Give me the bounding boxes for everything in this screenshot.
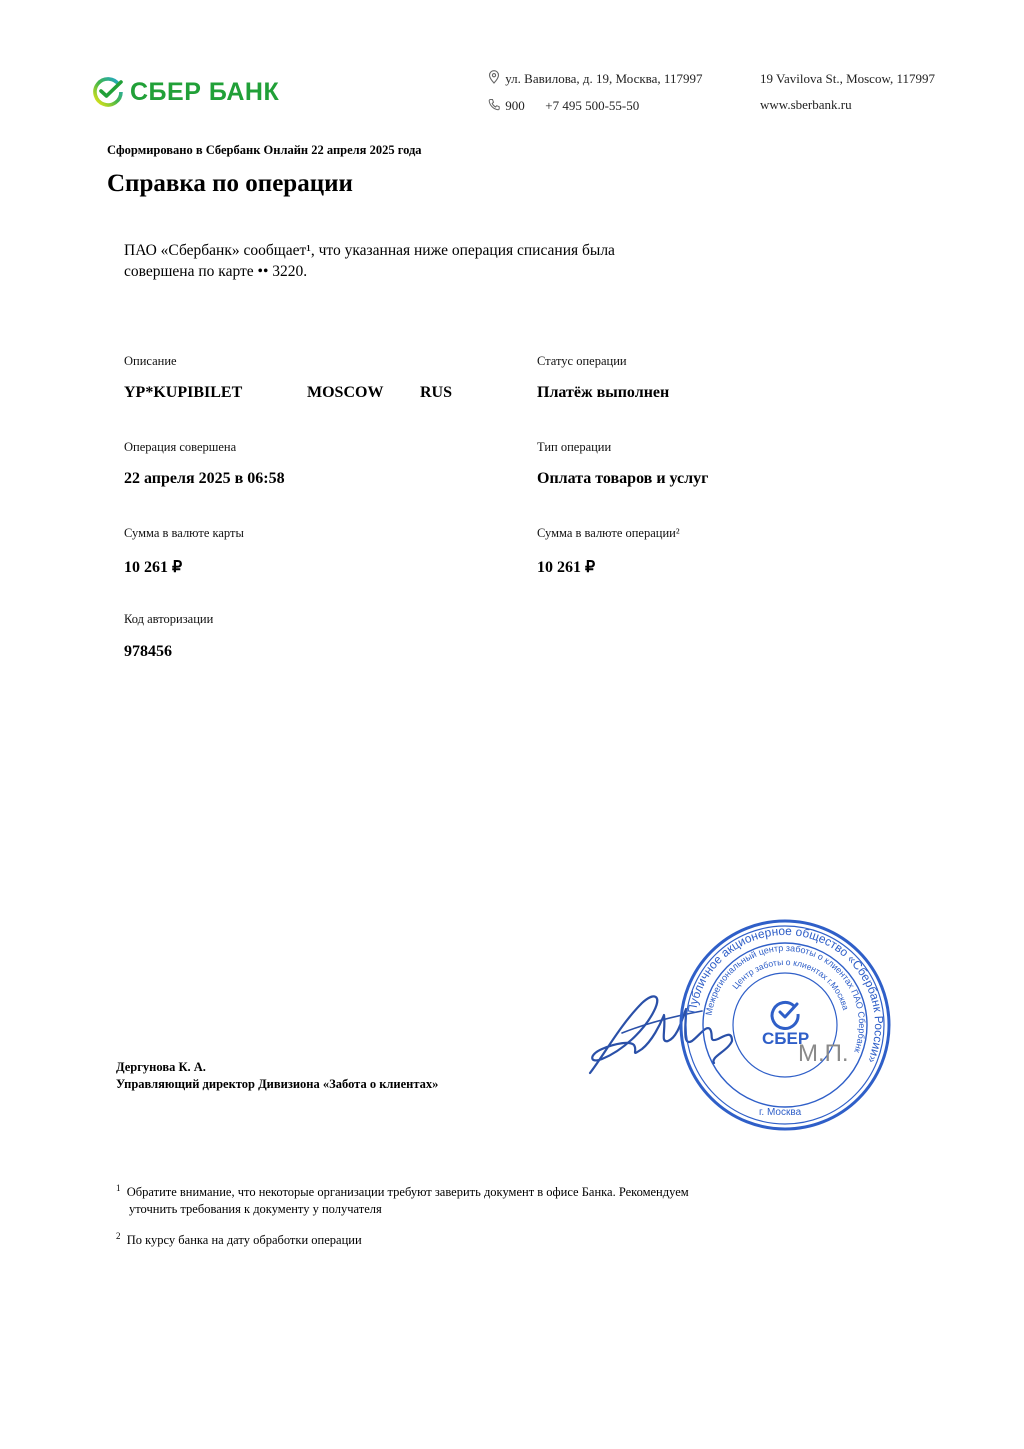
intro-text [124,240,744,282]
stamp-inner-text: Межрегиональный центр заботы о клиентах ПАО Сбербанк [703,942,868,1055]
website-link[interactable]: www.sberbank.ru [760,97,852,112]
sber-logo [92,74,292,110]
footnote-1 [116,1180,689,1218]
stamp-brand: СБЕР [762,1029,810,1048]
signer-position: Управляющий директор Дивизиона «Забота о клиентах» [116,1077,439,1091]
footnote-2-mark: 2 [116,1231,121,1241]
op-amount-label: Сумма в валюте операции² [537,526,680,540]
generated-note: Сформировано в Сбербанк Онлайн 22 апреля 2025 года [107,143,422,157]
contact-block-en [760,66,935,118]
footnote-2-text: По курсу банка на дату обработки операции [126,1233,362,1248]
stamp-outer-text: Публичное акционерное общество «Сбербанк России» [684,923,887,1066]
logo-text: СБЕР БАНК [130,77,280,106]
phone-long: +7 495 500-55-50 [545,98,640,114]
footnote-1-line-1: Обратите внимание, что некоторые организации требуют заверить документ в офисе Банка. Рекомендуем [126,1185,689,1200]
type-label: Тип операции [537,440,612,454]
location-pin-icon [488,67,502,93]
phone-icon [488,94,502,120]
description-value-merchant: YP*KUPIBILET [124,384,243,401]
date-label: Операция совершена [124,440,237,454]
auth-code-label: Код авторизации [124,612,214,626]
stamp-sber-icon [772,1002,798,1028]
stamp-mp: М.П. [798,1040,849,1067]
status-value: Платёж выполнен [537,384,670,401]
sber-logo-icon [92,76,124,108]
phone-short: 900 [505,98,525,114]
card-amount-value: 10 261 ₽ [124,559,183,576]
auth-code-value: 978456 [124,643,172,660]
page-title: Справка по операции [107,170,353,197]
footnote-2 [116,1228,362,1249]
address-ru: ул. Вавилова, д. 19, Москва, 117997 [505,71,703,86]
description-value-city: MOSCOW [307,384,384,401]
intro-line-1: ПАО «Сбербанк» сообщает¹, что указанная ниже операция списания была [124,242,615,259]
signer-block [116,1059,438,1093]
op-amount-value: 10 261 ₽ [537,559,596,576]
address-en: 19 Vavilova St., Moscow, 117997 [760,71,936,86]
intro-line-2: совершена по карте •• 3220. [124,263,308,280]
stamp-city: г. Москва [759,1107,802,1118]
date-value: 22 апреля 2025 в 06:58 [124,470,285,487]
type-value: Оплата товаров и услуг [537,470,709,487]
description-label: Описание [124,354,177,368]
stamp-innermost-text: Центр заботы о клиентах г.Москва [730,956,851,1012]
contact-block-ru [488,66,702,120]
company-stamp [676,916,894,1134]
footnote-1-mark: 1 [116,1183,121,1193]
description-value-country: RUS [420,384,453,401]
status-label: Статус операции [537,354,627,368]
footnote-1-line-2: уточнить требования к документу у получателя [129,1202,382,1217]
card-amount-label: Сумма в валюте карты [124,526,244,540]
signer-name: Дергунова К. А. [116,1060,206,1074]
